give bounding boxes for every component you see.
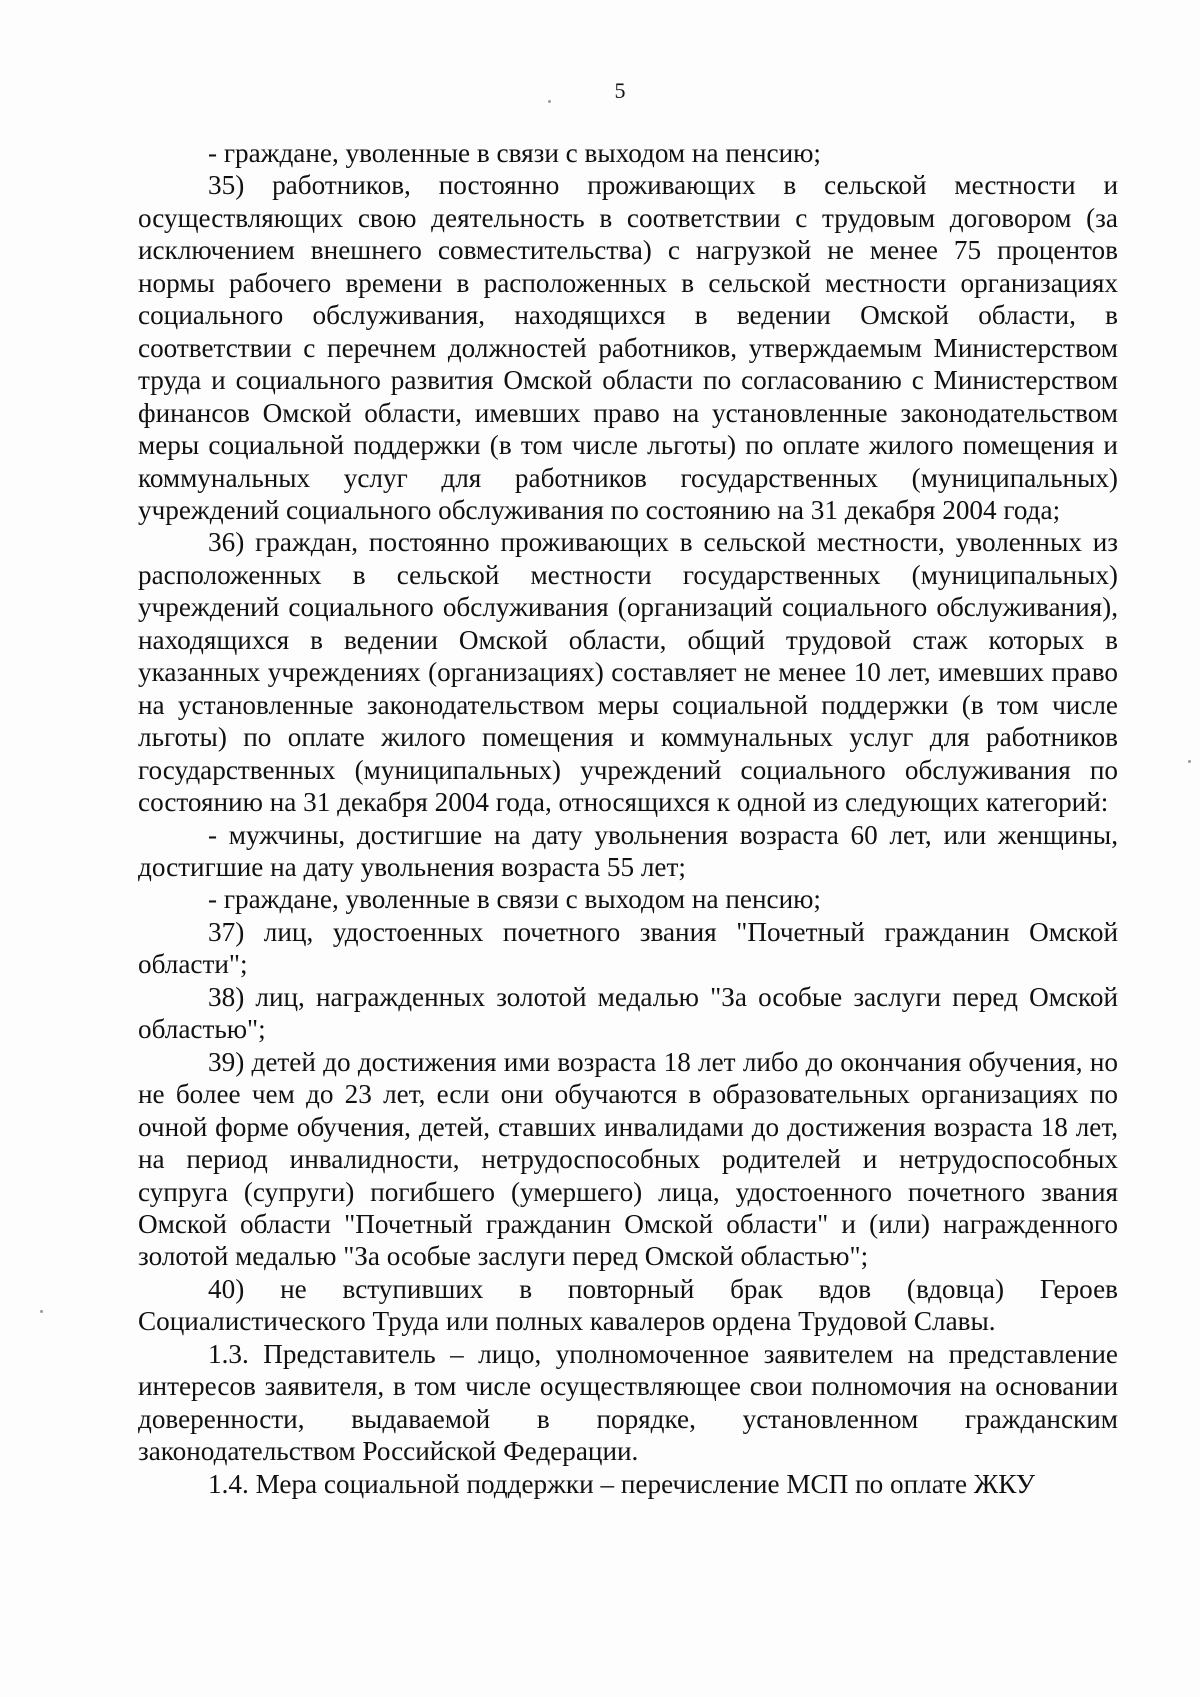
paragraph-item-40: 40) не вступивших в повторный брак вдов (вдовца) Героев Социалистического Труда или полных кавалеров ордена Трудовой Славы. xyxy=(138,1273,1118,1337)
paragraph-pension-retirees: - граждане, уволенные в связи с выходом на пенсию; xyxy=(208,138,821,168)
document-body xyxy=(138,137,1118,1500)
paragraph-item-39: 39) детей до достижения ими возраста 18 лет либо до окончания обучения, но не более чем до 23 лет, если они обучаются в образовательных организациях по очной форме обучения, детей, ставших инвалидами до достижения возраста 18 лет, на период инвалидности, нетрудоспособных родителей и нетрудоспособных супруга (супруги) погибшего (умершего) лица, удостоенного почетного звания Омской области "Почетный гражданин Омской области" и (или) награжденного золотой медалью "За особые заслуги перед Омской областью"; xyxy=(138,1046,1118,1272)
paragraph-item-38: 38) лиц, награжденных золотой медалью "За особые заслуги перед Омской областью"; xyxy=(138,981,1118,1045)
scan-speck xyxy=(40,1310,43,1313)
paragraph-pension-retirees-2: - граждане, уволенные в связи с выходом на пенсию; xyxy=(208,884,821,915)
scan-speck xyxy=(548,100,551,103)
paragraph-age-category: - мужчины, достигшие на дату увольнения возраста 60 лет, или женщины, достигшие на дату увольнения возраста 55 лет; xyxy=(138,819,1118,882)
scan-speck xyxy=(1188,760,1191,763)
paragraph-item-37: 37) лиц, удостоенных почетного звания "Почетный гражданин Омской области"; xyxy=(138,916,1118,980)
paragraph-item-35: 35) работников, постоянно проживающих в сельской местности и осуществляющих свою деятельность в соответствии с трудовым договором (за исключением внешнего совместительства) с нагрузкой не менее 75 процентов нормы рабочего времени в расположенных в сельской местности организациях социального обслуживания, находящихся в ведении Омской области, в соответствии с перечнем должностей работников, утверждаемым Министерством труда и социального развития Омской области по согласованию с Министерством финансов Омской области, имевших право на установленные законодательством меры социальной поддержки (в том числе льготы) по оплате жилого помещения и коммунальных услуг для работников государственных (муниципальных) учреждений социального обслуживания по состоянию на 31 декабря 2004 года; xyxy=(138,170,1118,525)
page-number: 5 xyxy=(614,78,626,103)
paragraph-section-1-3: 1.3. Представитель – лицо, уполномоченное заявителем на представление интересов заявителя, в том числе осуществляющее свои полномочия на основании доверенности, выдаваемой в порядке, установленном гражданским законодательством Российской Федерации. xyxy=(138,1338,1118,1467)
paragraph-section-1-4: 1.4. Мера социальной поддержки – перечисление МСП по оплате ЖКУ xyxy=(208,1468,1036,1499)
paragraph-item-36: 36) граждан, постоянно проживающих в сельской местности, уволенных из расположенных в сельской местности государственных (муниципальных) учреждений социального обслуживания (организаций социального обслуживания), находящихся в ведении Омской области, общий трудовой стаж которых в указанных учреждениях (организациях) составляет не менее 10 лет, имевших право на установленные законодательством меры социальной поддержки (в том числе льготы) по оплате жилого помещения и коммунальных услуг для работников государственных (муниципальных) учреждений социального обслуживания по состоянию на 31 декабря 2004 года, относящихся к одной из следующих категорий: xyxy=(138,527,1118,818)
